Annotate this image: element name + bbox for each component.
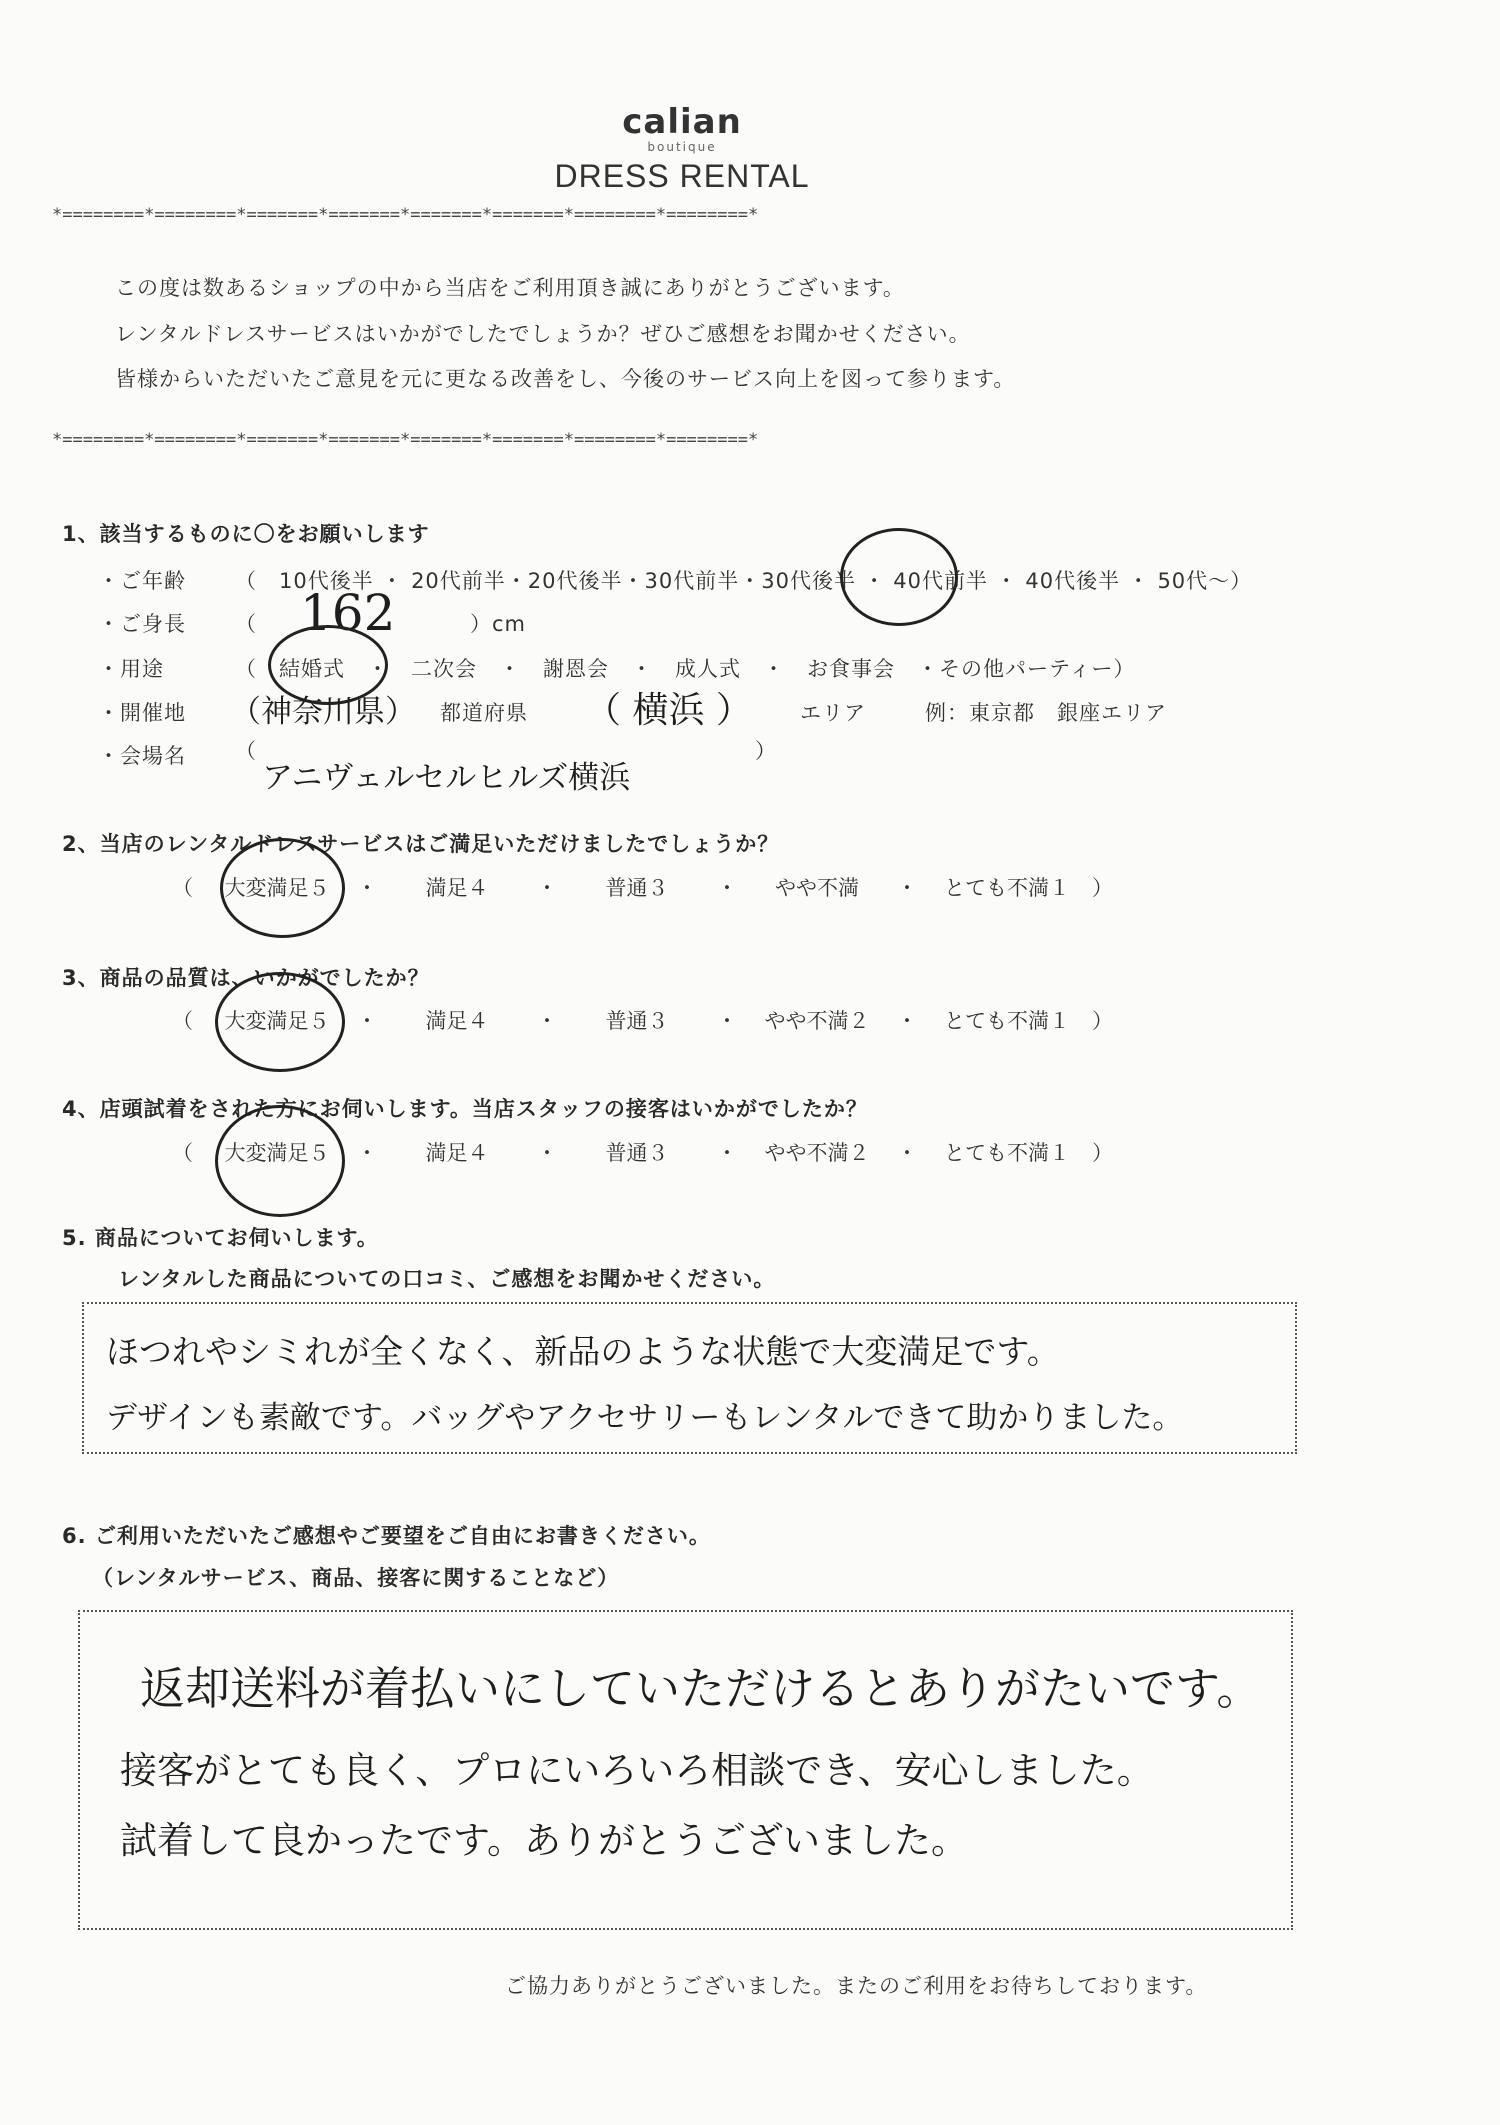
- area-value: （ 横浜 ）: [585, 690, 752, 731]
- q3-option-5: とても不満１: [944, 1009, 1070, 1033]
- q2-option-3: 普通３: [605, 876, 669, 900]
- q5-answer-box: [82, 1302, 1297, 1454]
- document-title: DRESS RENTAL: [554, 158, 810, 194]
- q6-title: 6. ご利用いただいたご感想やご要望をご自由にお書きください。: [62, 1524, 711, 1548]
- q3-rating-options: （ 大変満足５ ・ 満足４ ・ 普通３ ・ やや不満２ ・ とても不満１ ）: [172, 1005, 1272, 1035]
- q2-rating-options: （ 大変満足５ ・ 満足４ ・ 普通３ ・ やや不満 ・ とても不満１ ）: [172, 872, 1272, 902]
- intro-line-2: レンタルドレスサービスはいかがでしたでしょうか？ぜひご感想をお聞かせください。: [115, 322, 971, 346]
- q5-title: 5. 商品についてお伺いします。: [62, 1226, 379, 1250]
- q4-selection-circle: [215, 1105, 345, 1217]
- brand-logo: calian: [622, 102, 742, 142]
- height-unit: ）cm: [470, 612, 527, 636]
- q1-title: 1、該当するものに〇をお願いします: [62, 522, 430, 546]
- q3-option-4: やや不満２: [764, 1009, 870, 1033]
- height-value: 162: [300, 584, 396, 642]
- q2-title: 2、当店のレンタルドレスサービスはご満足いただけましたでしょうか？: [62, 832, 780, 856]
- prefecture-suffix: 都道府県: [440, 701, 528, 725]
- q5-answer-line-2: デザインも素敵です。バッグやアクセサリーもレンタルできて助かりました。: [106, 1400, 1184, 1436]
- venue-open-paren: （: [235, 739, 257, 763]
- q4-title: 4、店頭試着をされた方にお伺いします。当店スタッフの接客はいかがでしたか？: [62, 1097, 868, 1121]
- q3-selection-circle: [215, 972, 345, 1072]
- height-open-paren: （: [235, 612, 257, 636]
- q5-subtitle: レンタルした商品についての口コミ、ご感想をお聞かせください。: [118, 1267, 776, 1291]
- age-selection-circle: [840, 528, 958, 626]
- intro-line-1: この度は数あるショップの中から当店をご利用頂き誠にありがとうございます。: [115, 276, 905, 300]
- q4-option-1: 大変満足５: [224, 1141, 330, 1165]
- q6-answer-line-3: 試着して良かったです。ありがとうございました。: [120, 1819, 969, 1862]
- venue-value: アニヴェルセルヒルズ横浜: [262, 760, 631, 796]
- venue-close-paren: ）: [755, 739, 777, 763]
- brand-logo-subtitle: boutique: [647, 140, 717, 154]
- q4-option-3: 普通３: [605, 1141, 669, 1165]
- q4-option-4: やや不満２: [764, 1141, 870, 1165]
- q3-option-3: 普通３: [605, 1009, 669, 1033]
- q3-title: 3、商品の品質は、いかがでしたか？: [62, 966, 430, 990]
- q2-option-5: とても不満１: [944, 876, 1070, 900]
- q4-rating-options: （ 大変満足５ ・ 満足４ ・ 普通３ ・ やや不満２ ・ とても不満１ ）: [172, 1137, 1272, 1167]
- q5-answer-line-1: ほつれやシミれが全くなく、新品のような状態で大変満足です。: [106, 1332, 1060, 1371]
- q4-option-2: 満足４: [425, 1141, 489, 1165]
- q3-option-1: 大変満足５: [224, 1009, 330, 1033]
- age-label: ・ご年齢: [98, 569, 186, 593]
- q4-option-5: とても不満１: [944, 1141, 1070, 1165]
- q6-subtitle: （レンタルサービス、商品、接客に関することなど）: [92, 1566, 620, 1590]
- age-options: （ 10代後半 ・ 20代前半・20代後半・30代前半・30代後半 ・ 40代前半 ・ 40代後半 ・ 50代～）: [235, 569, 1253, 593]
- venue-area-label: ・開催地: [98, 701, 186, 725]
- area-example: 例：東京都 銀座エリア: [925, 701, 1167, 725]
- q2-option-4: やや不満: [775, 876, 859, 900]
- q2-option-2: 満足４: [425, 876, 489, 900]
- height-label: ・ご身長: [98, 612, 186, 636]
- divider-bottom: *========*========*=======*=======*=======*=======*========*========*: [52, 430, 759, 450]
- area-suffix: エリア: [800, 701, 866, 725]
- q2-option-1: 大変満足５: [224, 876, 330, 900]
- prefecture-value: （神奈川県）: [230, 694, 416, 730]
- q6-answer-box: [78, 1610, 1293, 1930]
- purpose-label: ・用途: [98, 657, 164, 681]
- intro-line-3: 皆様からいただいたご意見を元に更なる改善をし、今後のサービス向上を図って参ります。: [115, 367, 1016, 391]
- venue-label: ・会場名: [98, 744, 186, 768]
- divider-top: *========*========*=======*=======*=======*=======*========*========*: [52, 205, 759, 225]
- q3-option-2: 満足４: [425, 1009, 489, 1033]
- footer-thanks: ご協力ありがとうございました。またのご利用をお待ちしております。: [505, 1974, 1208, 1998]
- q6-answer-line-2: 接客がとても良く、プロにいろいろ相談でき、安心しました。: [120, 1749, 1154, 1792]
- q6-answer-line-1: 返却送料が着払いにしていただけるとありがたいです。: [140, 1662, 1262, 1715]
- purpose-options: （ 結婚式 ・ 二次会 ・ 謝恩会 ・ 成人式 ・ お食事会 ・その他パーティー）: [235, 657, 1136, 681]
- q2-selection-circle: [220, 838, 345, 938]
